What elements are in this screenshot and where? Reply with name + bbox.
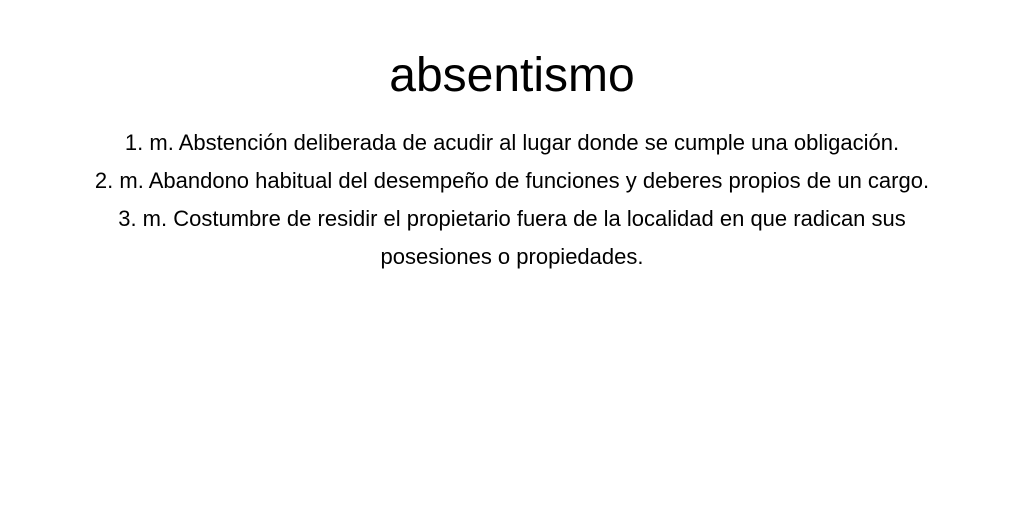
definition-2: 2. m. Abandono habitual del desempeño de funciones y deberes propios de un cargo. [94,168,930,193]
definition-list [62,124,962,276]
definition-1: 1. m. Abstención deliberada de acudir al lugar donde se cumple una obligación. [124,130,900,155]
entry-term: absentismo [389,49,635,102]
definition-3: 3. m. Costumbre de residir el propietario fuera de la localidad en que radican sus posesiones o propiedades. [118,206,906,269]
